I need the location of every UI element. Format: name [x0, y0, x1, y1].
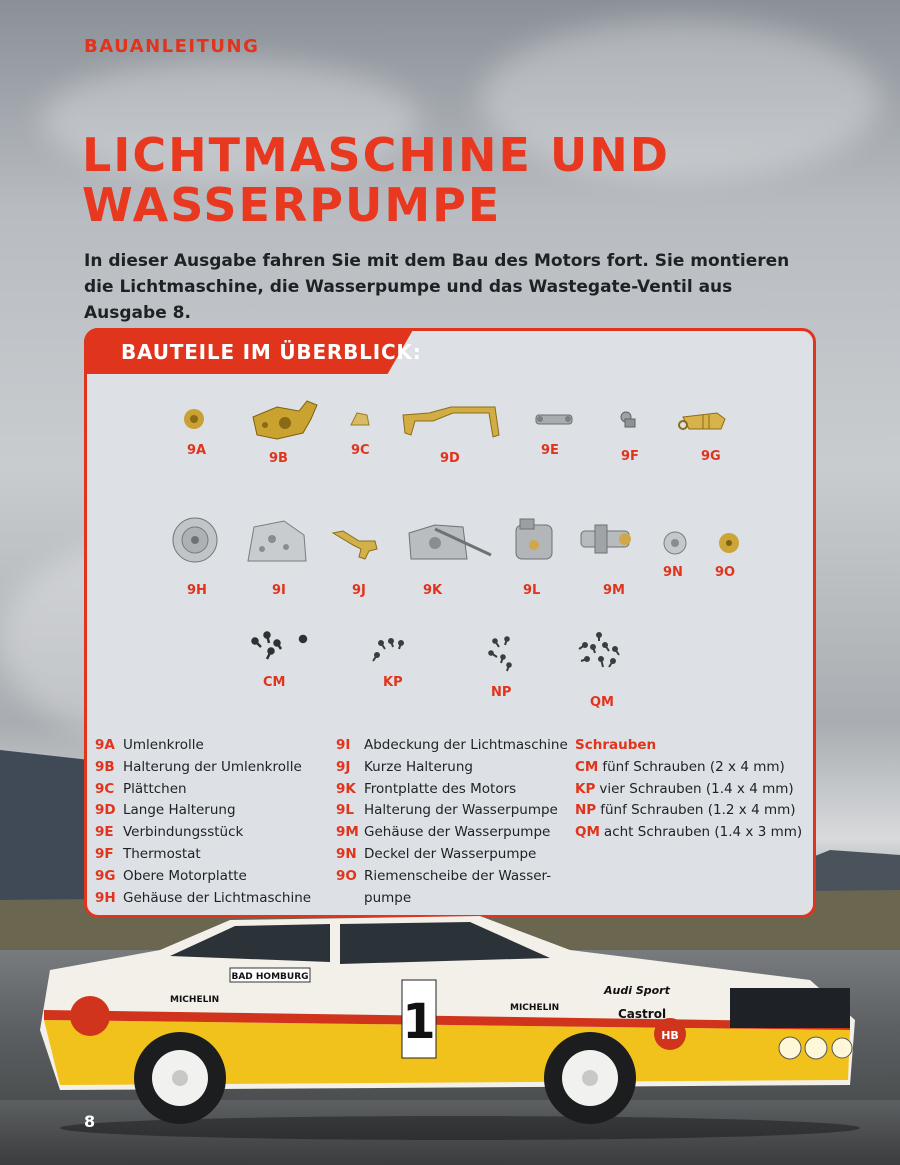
- part-code: 9F: [95, 845, 114, 862]
- list-item: [336, 844, 568, 866]
- screws-part-image: [573, 631, 625, 671]
- list-item: [336, 822, 568, 844]
- part-label: 9L: [523, 583, 541, 598]
- part-label: 9E: [541, 443, 559, 458]
- part-description: Gehäuse der Lichtmaschine: [123, 889, 312, 906]
- part-code: QM: [575, 824, 600, 841]
- alternator-cover-part-image: [244, 517, 310, 565]
- list-item: [336, 735, 568, 757]
- part-label: 9K: [423, 583, 443, 598]
- pulley-part-image: [182, 407, 206, 431]
- part-description: Deckel der Wasserpumpe: [364, 845, 537, 862]
- part-label: 9G: [701, 449, 721, 464]
- part-code: 9L: [336, 802, 354, 819]
- water-pump-pulley-part-image: [717, 531, 741, 555]
- parts-overview-panel: [84, 328, 816, 918]
- list-item: [575, 800, 802, 822]
- decal-text: Castrol: [618, 1007, 667, 1021]
- screws-heading: Schrauben: [575, 737, 657, 753]
- list-item: [95, 888, 311, 910]
- part-label: 9D: [440, 451, 460, 466]
- thermostat-part-image: [617, 409, 639, 431]
- list-item: [575, 757, 802, 779]
- decal-text: MICHELIN: [170, 995, 220, 1005]
- list-item: [336, 800, 568, 822]
- part-label: 9A: [187, 443, 207, 458]
- part-label: 9J: [352, 583, 366, 598]
- part-label: NP: [491, 685, 512, 700]
- part-label: QM: [590, 695, 614, 710]
- screws-part-image: [485, 635, 515, 675]
- decal-text: HB: [661, 1029, 679, 1042]
- part-description: Halterung der Wasserpumpe: [364, 802, 558, 819]
- part-code: 9N: [336, 845, 357, 862]
- engine-front-plate-part-image: [405, 519, 495, 565]
- short-bracket-part-image: [331, 527, 381, 561]
- part-description: Verbindungsstück: [123, 824, 244, 841]
- part-code: 9J: [336, 758, 351, 775]
- connector-part-image: [532, 411, 578, 429]
- long-bracket-part-image: [399, 401, 507, 445]
- list-item: [575, 822, 802, 844]
- list-item: [336, 888, 568, 910]
- part-code: 9A: [95, 737, 115, 753]
- list-item: [336, 866, 568, 888]
- part-code: KP: [575, 780, 596, 797]
- page-title-line: LICHTMASCHINE UND: [82, 128, 670, 182]
- part-description: Riemenscheibe der Wasser-: [364, 867, 552, 884]
- part-code: 9G: [95, 867, 116, 884]
- part-label: 9O: [715, 565, 736, 580]
- list-item: [95, 735, 311, 757]
- panel-heading: BAUTEILE IM ÜBERBLICK:: [121, 340, 422, 364]
- small-plate-part-image: [349, 411, 371, 427]
- screws-list-column: [575, 735, 802, 844]
- decal-text: MICHELIN: [510, 1003, 560, 1013]
- part-description: Thermostat: [123, 845, 201, 862]
- part-description: fünf Schrauben (2 x 4 mm): [602, 758, 785, 775]
- part-label: KP: [383, 675, 403, 690]
- part-description: Lange Halterung: [123, 802, 236, 819]
- page-title: [82, 130, 842, 230]
- part-code: CM: [575, 758, 599, 775]
- list-item: [95, 844, 311, 866]
- list-item: [575, 779, 802, 801]
- parts-list-column: [336, 735, 568, 909]
- part-code: NP: [575, 802, 597, 819]
- list-item: [95, 757, 311, 779]
- water-pump-bracket-part-image: [512, 517, 556, 565]
- part-label: 9H: [187, 583, 207, 598]
- part-description: Plättchen: [123, 780, 187, 797]
- car-number: 1: [402, 994, 436, 1050]
- part-label: 9I: [272, 583, 286, 598]
- part-description: Halterung der Umlenkrolle: [123, 758, 302, 775]
- part-code: 9H: [95, 889, 116, 906]
- intro-text: In dieser Ausgabe fahren Sie mit dem Bau des Motors fort. Sie montieren die Lichtmaschine, die Wasserpumpe und das Wastegate-Ventil aus Ausgabe 8.: [84, 251, 790, 323]
- alternator-housing-part-image: [169, 515, 221, 565]
- part-code: 9O: [336, 867, 357, 884]
- part-label: 9C: [351, 443, 370, 458]
- list-item: [95, 779, 311, 801]
- part-description: Umlenkrolle: [123, 737, 204, 753]
- part-label: 9N: [663, 565, 683, 580]
- part-description: acht Schrauben (1.4 x 3 mm): [603, 824, 803, 841]
- page-number: 8: [84, 1112, 96, 1131]
- part-description: Kurze Halterung: [364, 758, 473, 775]
- list-item: [95, 822, 311, 844]
- pulley-bracket-part-image: [247, 397, 321, 445]
- section-label: BAUANLEITUNG: [84, 36, 260, 57]
- part-description: pumpe: [364, 889, 412, 906]
- list-item: [336, 779, 568, 801]
- part-description: Obere Motorplatte: [123, 867, 247, 884]
- part-code: 9C: [95, 780, 115, 797]
- part-code: 9B: [95, 758, 115, 775]
- water-pump-housing-part-image: [575, 521, 637, 557]
- part-code: 9I: [336, 737, 351, 753]
- part-code: 9M: [336, 824, 359, 841]
- screws-part-image: [371, 635, 411, 665]
- part-description: Gehäuse der Wasserpumpe: [364, 824, 551, 841]
- decal-text: Audi Sport: [604, 984, 670, 997]
- part-code: 9D: [95, 802, 116, 819]
- decal-text: BAD HOMBURG: [231, 972, 309, 982]
- list-item: [95, 866, 311, 888]
- parts-list-column: [95, 735, 311, 909]
- part-label: 9M: [603, 583, 625, 598]
- part-description: fünf Schrauben (1.2 x 4 mm): [600, 802, 796, 819]
- page-title-line: WASSERPUMPE: [82, 178, 502, 232]
- part-description: vier Schrauben (1.4 x 4 mm): [599, 780, 794, 797]
- part-code: 9K: [336, 780, 356, 797]
- part-description: Frontplatte des Motors: [364, 780, 517, 797]
- screws-part-image: [247, 629, 309, 665]
- part-description: Abdeckung der Lichtmaschine: [364, 737, 568, 753]
- upper-engine-plate-part-image: [677, 407, 729, 435]
- list-item: [95, 800, 311, 822]
- part-label: 9B: [269, 451, 288, 466]
- water-pump-cover-part-image: [661, 529, 689, 557]
- list-header: [575, 735, 802, 757]
- list-item: [336, 757, 568, 779]
- part-code: 9E: [95, 824, 114, 841]
- part-label: CM: [263, 675, 286, 690]
- part-label: 9F: [621, 449, 639, 464]
- rally-car-image: [30, 910, 880, 1140]
